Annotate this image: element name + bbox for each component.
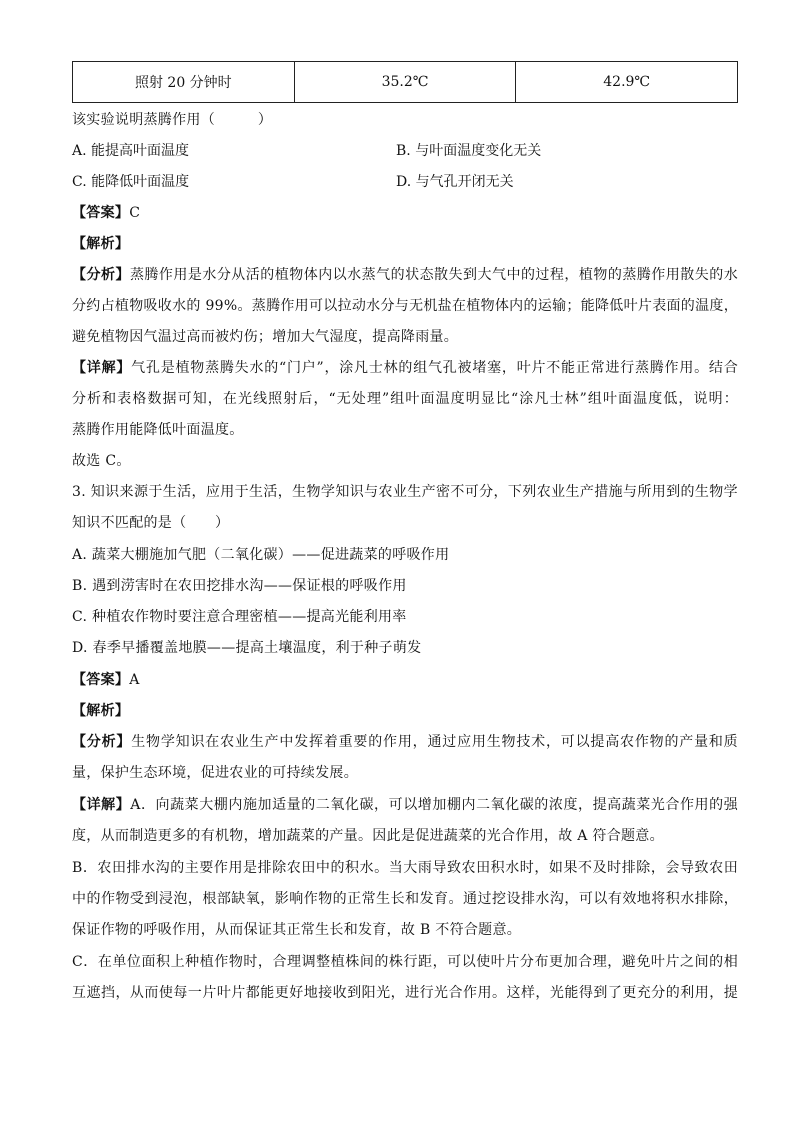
q3-analysis-line-2: 量，保护生态环境，促进农业的可持续发展。 (72, 765, 358, 781)
q2-analysis-heading (72, 234, 752, 254)
analysis-tag: 【分析】 (72, 734, 132, 750)
q3-detail-b-line-3: 保证作物的呼吸作用，从而保证其正常生长和发育，故 B 不符合题意。 (72, 922, 522, 938)
q2-option-b: B. 与叶面温度变化无关 (396, 143, 542, 159)
analysis-text: 蒸腾作用是水分从活的植物体内以水蒸气的状态散失到大气中的过程，植物的蒸腾作用散失的水 (129, 267, 738, 283)
q3-detail-b-line-2: 中的作物受到浸泡，根部缺氧，影响作物的正常生长和发育。通过挖设排水沟，可以有效地将积水排除， (72, 891, 738, 907)
q2-conclusion: 故选 C。 (72, 453, 131, 469)
q3-analysis-heading (72, 701, 752, 721)
q2-option-d: D. 与气孔开闭无关 (396, 174, 514, 190)
q3-detail-c-line-1: C．在单位面积上种植作物时，合理调整植株间的株行距，可以使叶片分布更加合理，避免叶片之间的相 (72, 954, 738, 970)
q2-detail-line-2: 分析和表格数据可知，在光线照射后，“无处理”组叶面温度明显比“涂凡士林”组叶面温度低，说明： (72, 391, 738, 407)
q2-detail-line-1 (72, 358, 738, 378)
q3-stem-line-1: 3. 知识来源于生活，应用于生活，生物学知识与农业生产密不可分，下列农业生产措施与所用到的生物学 (72, 484, 738, 500)
q2-analysis-line-3: 避免植物因气温过高而被灼伤；增加大气湿度，提高降雨量。 (72, 329, 459, 345)
detail-text: 气孔是植物蒸腾失水的“门户”，涂凡士林的组气孔被堵塞，叶片不能正常进行蒸腾作用。结合 (131, 360, 738, 376)
q3-option-d: D. 春季早播覆盖地膜——提高土壤温度，利于种子萌发 (72, 640, 422, 656)
answer-value: C (129, 205, 141, 221)
answer-tag: 【答案】 (72, 672, 130, 688)
answer-value: A (129, 672, 140, 688)
analysis-text: 生物学知识在农业生产中发挥着重要的作用，通过应用生物技术，可以提高农作物的产量和质 (131, 734, 738, 750)
analysis-heading-tag: 【解析】 (72, 703, 130, 719)
q3-detail-b-line-1: B．农田排水沟的主要作用是排除农田中的积水。当大雨导致农田积水时，如果不及时排除，会导致农田 (72, 860, 738, 876)
q2-analysis-line-1 (72, 265, 738, 285)
q3-detail-a-line-1 (72, 795, 738, 815)
table-cell-value-1: 35.2℃ (295, 62, 517, 102)
q3-answer (72, 670, 752, 690)
analysis-tag: 【分析】 (72, 267, 130, 283)
q2-analysis-line-2: 分约占植物吸收水的 99%。蒸腾作用可以拉动水分与无机盐在植物体内的运输；能降低叶片表面的温度， (72, 298, 738, 314)
analysis-heading-tag: 【解析】 (72, 236, 130, 252)
q2-option-a: A. 能提高叶面温度 (72, 143, 190, 159)
detail-tag: 【详解】 (72, 797, 131, 813)
q3-detail-c-line-2: 互遮挡，从而使每一片叶片都能更好地接收到阳光，进行光合作用。这样，光能得到了更充分的利用，提 (72, 985, 738, 1001)
q3-stem-line-2: 知识不匹配的是（ ） (72, 515, 230, 531)
q3-detail-a-line-2: 度，从而制造更多的有机物，增加蔬菜的产量。因此是促进蔬菜的光合作用，故 A 符合题意。 (72, 828, 664, 844)
detail-tag: 【详解】 (72, 360, 132, 376)
table-cell-value-2: 42.9℃ (603, 74, 651, 90)
q2-detail-line-3: 蒸腾作用能降低叶面温度。 (72, 422, 244, 438)
detail-text: A．向蔬菜大棚内施加适量的二氧化碳，可以增加棚内二氧化碳的浓度，提高蔬菜光合作用的强 (130, 797, 738, 813)
data-table-row (72, 61, 738, 103)
q3-option-b: B. 遇到涝害时在农田挖排水沟——保证根的呼吸作用 (72, 578, 407, 594)
q2-stem: 该实验说明蒸腾作用（ ） (72, 112, 273, 128)
answer-tag: 【答案】 (72, 205, 130, 221)
q3-option-a: A. 蔬菜大棚施加气肥（二氧化碳）——促进蔬菜的呼吸作用 (72, 547, 450, 563)
table-cell-row-label: 照射 20 分钟时 (73, 62, 295, 102)
q3-option-c: C. 种植农作物时要注意合理密植——提高光能利用率 (72, 609, 407, 625)
q2-answer (72, 203, 752, 223)
q3-analysis-line-1 (72, 732, 738, 752)
q2-option-c: C. 能降低叶面温度 (72, 174, 190, 190)
